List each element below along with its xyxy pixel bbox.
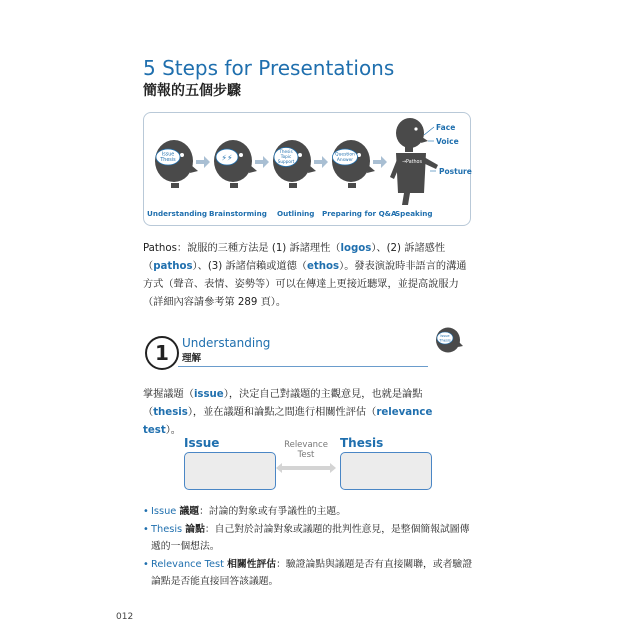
section-subtitle: 理解 xyxy=(182,353,202,364)
section-icon-line-1: Issue xyxy=(440,334,450,338)
section-title: Understanding xyxy=(182,336,271,350)
head-icon-preparing xyxy=(332,140,375,188)
relevance-test-label: Relevance Test xyxy=(284,440,328,460)
page-number: 012 xyxy=(116,612,134,622)
speaker-figure-icon xyxy=(390,118,438,205)
head-3-line-2: Topic xyxy=(280,154,292,159)
pathos-paragraph: Pathos：說服的三種方法是 (1) 訴諸理性（logos）、(2) 訴諸感性（pathos）、(3) 訴諸信賴或道德（ethos）。發表演說時非語言的溝通方式（聲音、表情、姿勢等）可以在傳達上更接近聽眾，並提高說服力（詳細內容請參考第 289 頁）。 xyxy=(143,243,467,308)
side-label-face: Face xyxy=(436,123,456,132)
pathos-label: →Pathos xyxy=(402,160,422,165)
bullet-icon: • xyxy=(143,524,149,535)
head-1-line-2: Thesis xyxy=(160,158,176,163)
keyword-thesis: thesis xyxy=(153,407,188,418)
page-title: 5 Steps for Presentations xyxy=(143,56,395,80)
thesis-box xyxy=(340,452,432,490)
step-label-outlining: Outlining xyxy=(277,209,315,218)
keyword-logos: logos xyxy=(340,243,372,254)
step-label-understanding: Understanding xyxy=(147,209,208,218)
keyword-issue: issue xyxy=(193,389,224,400)
step-label-brainstorming: Brainstorming xyxy=(209,209,267,218)
head-3-line-3: Support xyxy=(277,159,295,164)
keyword-pathos: pathos xyxy=(153,261,193,272)
lightning-icon: ⚡⚡ xyxy=(221,153,233,163)
definition-item: • Thesis 論點：自己對於討論對象或議題的批判性意見，是整個簡報試圖傳遞的一個想法。 xyxy=(143,521,475,555)
section-divider xyxy=(178,366,428,367)
arrow-icon xyxy=(373,156,387,168)
head-3-line-1: Thesis xyxy=(279,149,293,154)
steps-diagram xyxy=(143,112,471,226)
head-4-line-1: Question xyxy=(335,152,355,158)
page-subtitle: 簡報的五個步驟 xyxy=(143,83,241,99)
step-label-preparing: Preparing for Q&A xyxy=(322,209,397,218)
side-label-voice: Voice xyxy=(436,137,459,146)
understanding-paragraph: 掌握議題（issue），決定自己對議題的主觀意見，也就是論點（thesis），並在議題和論點之間進行相關性評估（relevance test）。 xyxy=(143,389,433,436)
arrow-icon xyxy=(314,156,328,168)
keyword-relevance-test: relevance test xyxy=(143,407,433,436)
issue-box xyxy=(184,452,276,490)
head-icon-brainstorming xyxy=(214,140,257,188)
double-arrow-icon xyxy=(276,462,336,474)
head-1-line-1: Issue xyxy=(161,152,175,158)
definition-list xyxy=(143,503,475,591)
definition-item: • Relevance Test 相關性評估：驗證論點與議題是否有直接關聯，或者驗證論點是否能直接回答該議題。 xyxy=(143,556,475,590)
definition-item: • Issue 議題：討論的對象或有爭議性的主題。 xyxy=(143,503,475,520)
bullet-icon: • xyxy=(143,506,149,517)
side-label-posture: Posture xyxy=(439,167,472,176)
arrow-icon xyxy=(196,156,210,168)
bullet-icon: • xyxy=(143,559,149,570)
section-number-badge: 1 xyxy=(145,336,179,370)
head-icon-understanding xyxy=(155,140,198,188)
issue-label: Issue xyxy=(184,436,220,450)
thesis-label: Thesis xyxy=(340,436,384,450)
head-4-line-2: Answer xyxy=(336,158,354,163)
step-label-speaking: Speaking xyxy=(395,209,433,218)
section-icon-line-2: Thesis xyxy=(439,338,451,343)
head-icon-outlining xyxy=(273,140,316,188)
section-head-icon xyxy=(433,326,463,354)
arrow-icon xyxy=(255,156,269,168)
keyword-ethos: ethos xyxy=(307,261,340,272)
